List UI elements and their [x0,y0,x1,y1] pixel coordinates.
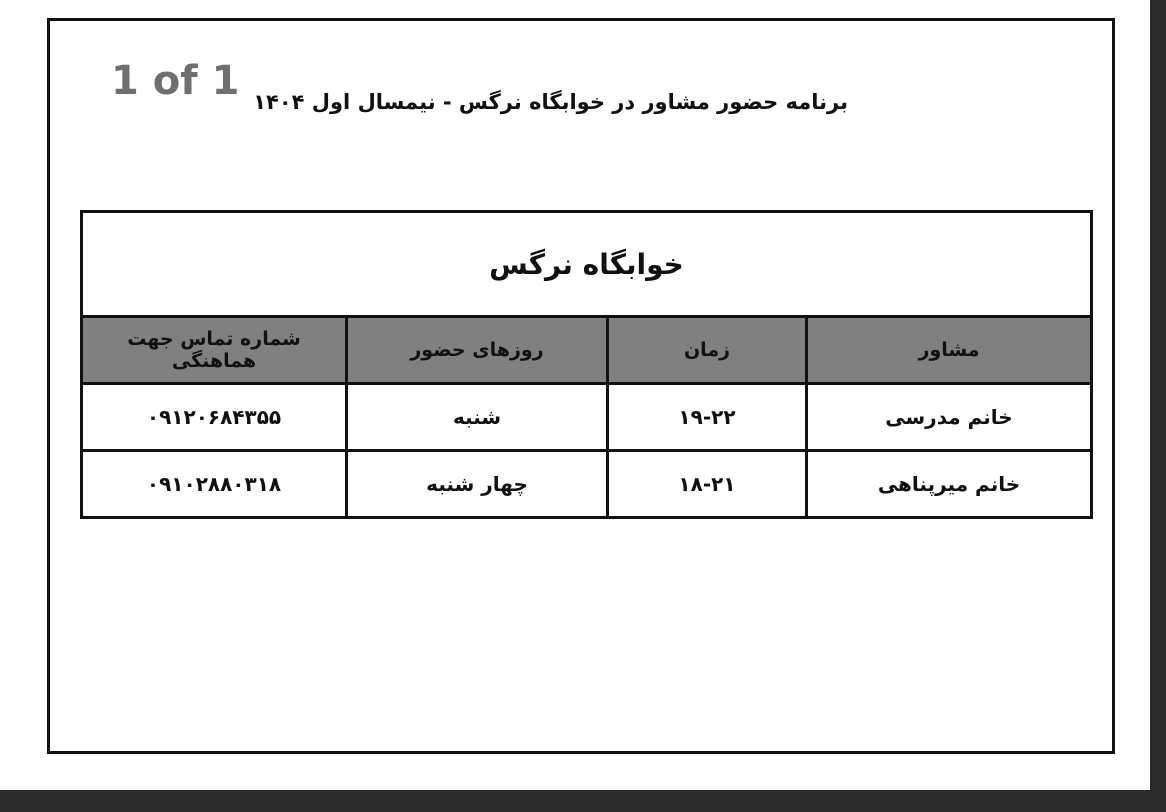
page-counter: 1 of 1 [111,58,240,104]
table-row [82,384,1092,451]
phone-value: ۰۹۱۲۰۶۸۴۳۵۵ [146,405,282,429]
time-cell [608,451,807,518]
advisor-cell: خانم مدرسی [807,384,1092,451]
phone-value: ۰۹۱۰۲۸۸۰۳۱۸ [146,472,282,496]
advisor-schedule-table [80,210,1093,519]
days-cell: چهار شنبه [347,451,608,518]
column-header-time: زمان [608,317,807,384]
advisor-cell: خانم میرپناهی [807,451,1092,518]
days-cell: شنبه [347,384,608,451]
column-header-days: روزهای حضور [347,317,608,384]
document-title: برنامه حضور مشاور در خوابگاه نرگس - نیمسال اول ۱۴۰۴ [253,90,848,114]
column-header-phone: شماره تماس جهت هماهنگی [82,317,347,384]
time-value: ۱۹-۲۲ [678,405,736,429]
table-caption: خوابگاه نرگس [82,212,1092,317]
time-value: ۱۸-۲۱ [678,472,736,496]
table-header-row [82,317,1092,384]
phone-cell [82,384,347,451]
phone-cell [82,451,347,518]
column-header-advisor: مشاور [807,317,1092,384]
time-cell [608,384,807,451]
table-row [82,451,1092,518]
